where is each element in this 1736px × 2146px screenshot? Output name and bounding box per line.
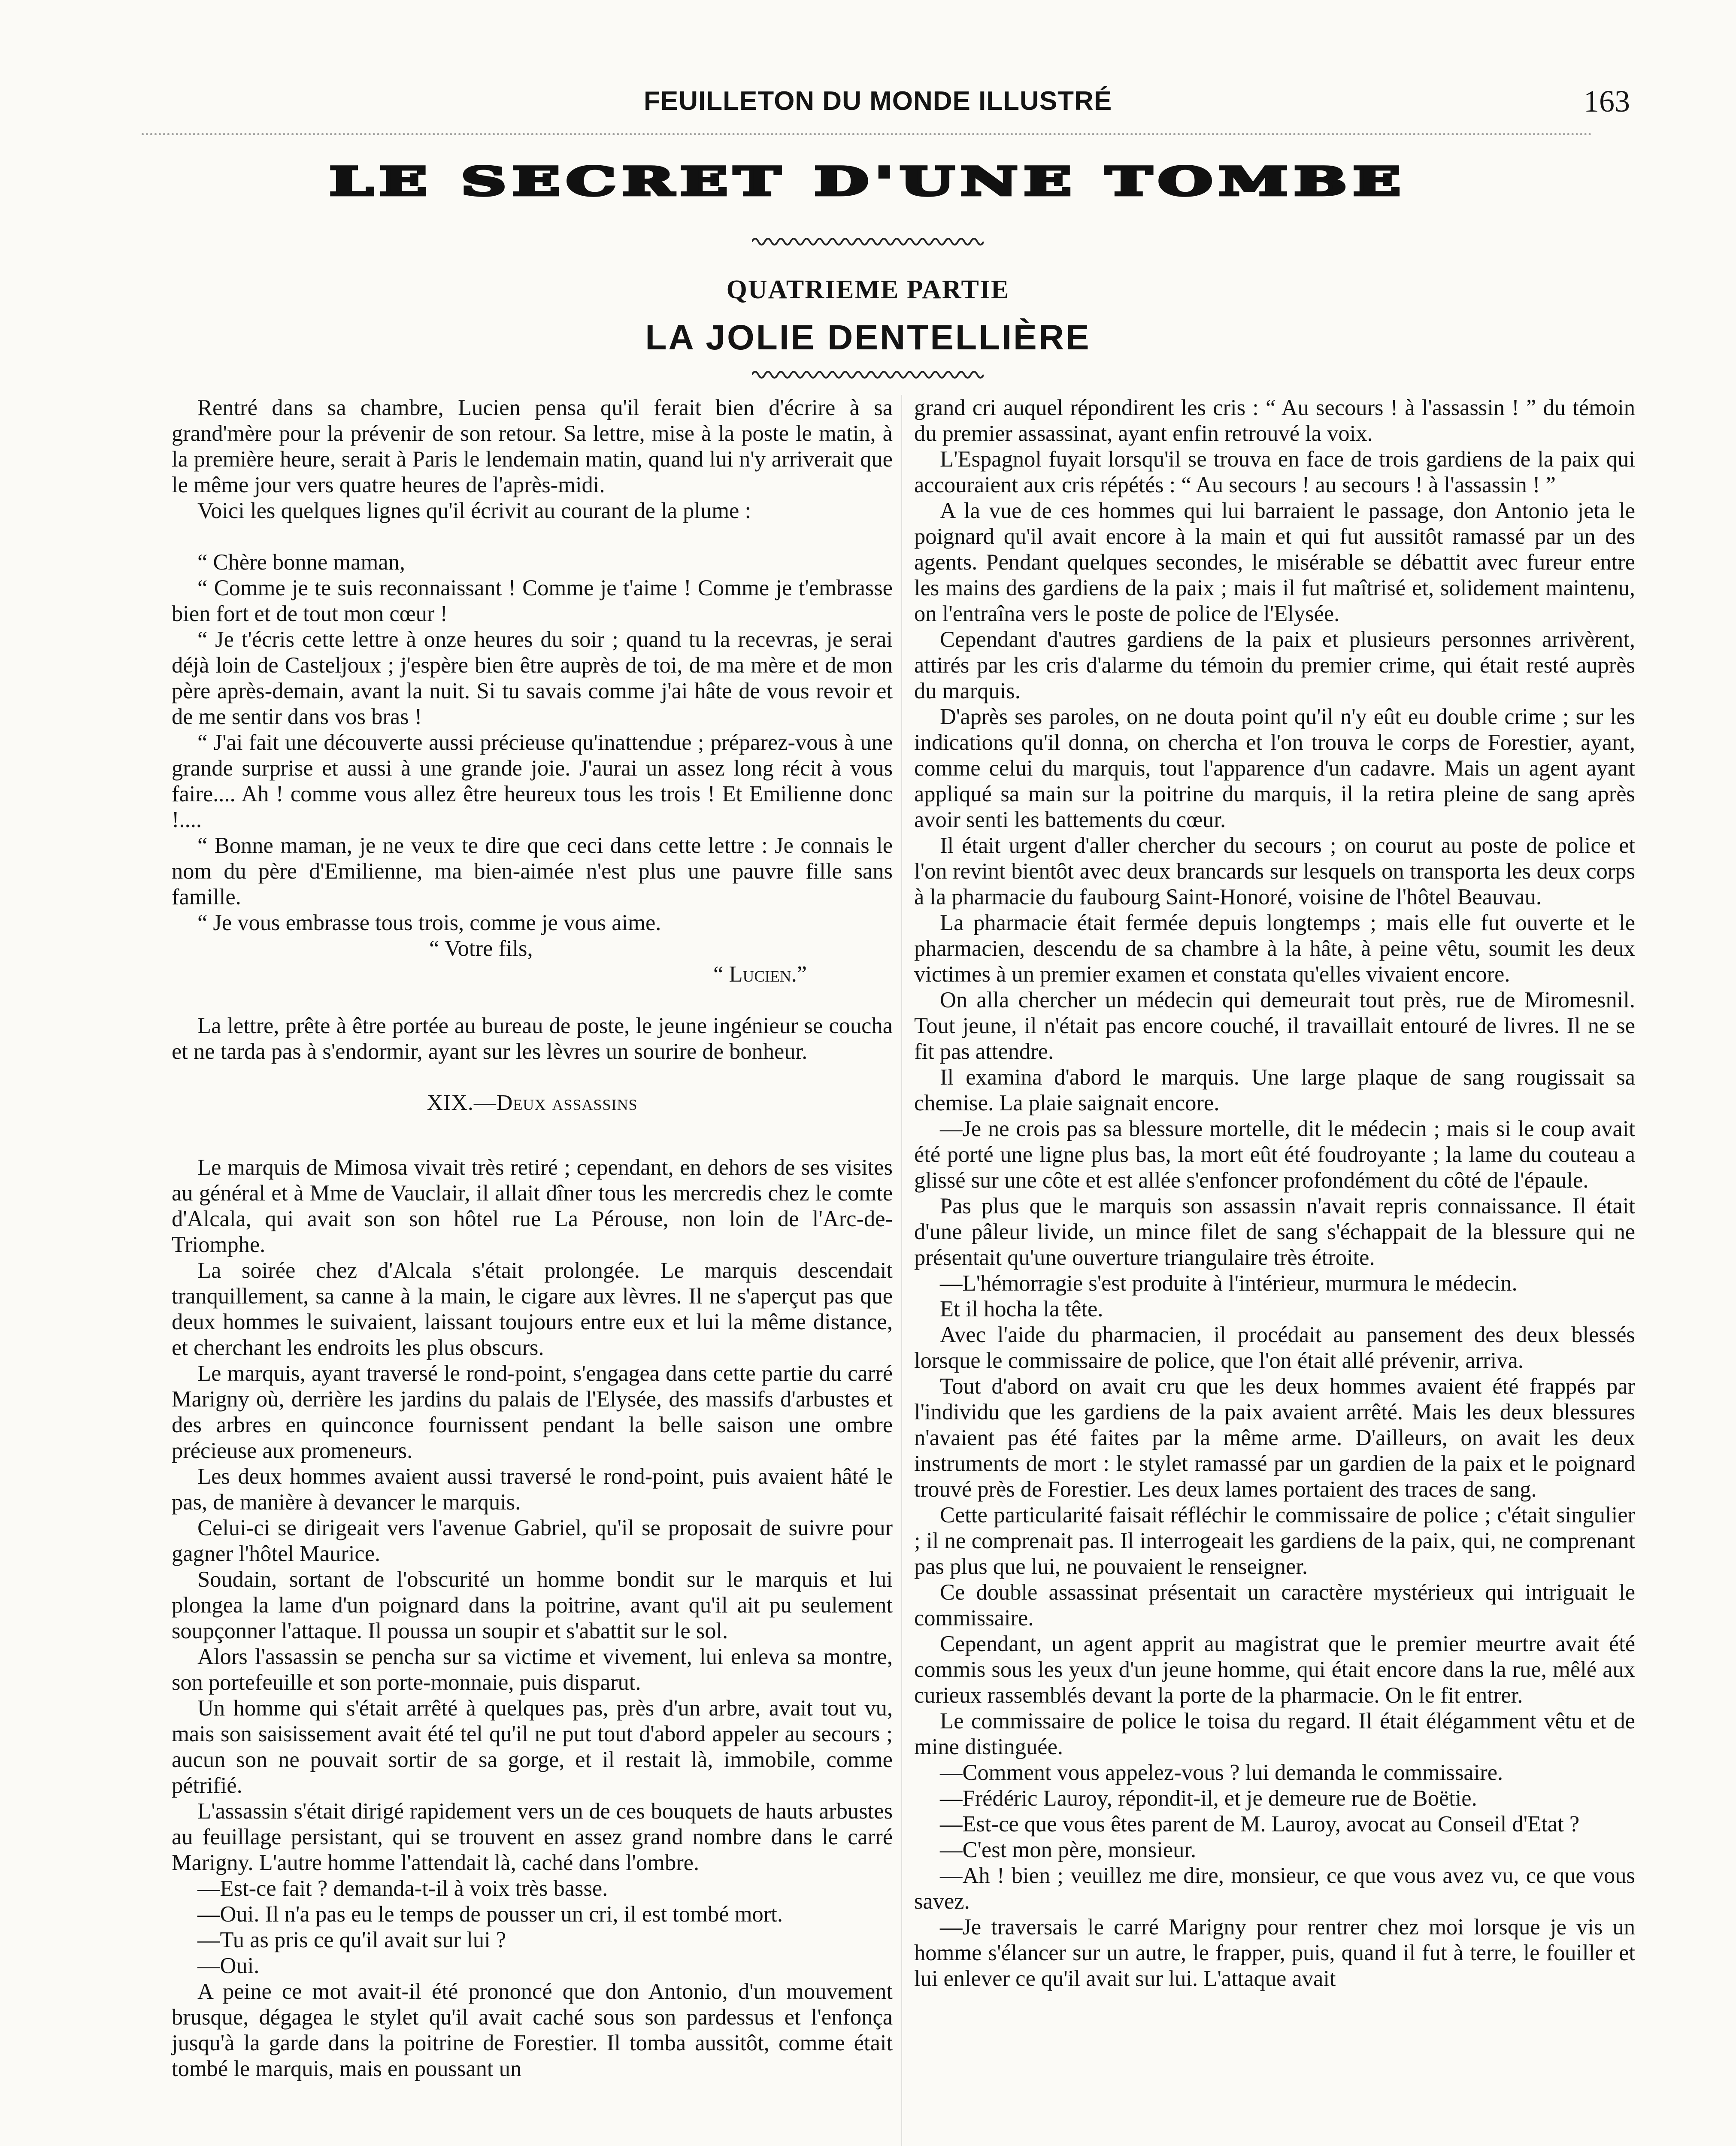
dialogue-line: —Est-ce fait ? demanda-t-il à voix très basse. xyxy=(197,1876,608,1901)
chapter-number: XIX.— xyxy=(427,1091,497,1115)
dialogue-line: —L'hémorragie s'est produite à l'intérieur, murmura le médecin. xyxy=(940,1271,1518,1296)
paragraph: D'après ses paroles, on ne douta point qu'il n'y eût eu double crime ; sur les indications qu'il donna, on chercha et l'on trouva le corps de Forestier, ayant, comme celui du marquis, tout l'apparence d'un cadavre. Mais un agent ayant appliqué sa main sur la poitrine du marquis, il la retira pleine de sang après avoir senti les battements du cœur. xyxy=(914,704,1635,832)
letter-line: “ Je t'écris cette lettre à onze heures du soir ; quand tu la recevras, je serai déjà loin de Casteljoux ; j'espère bien être auprès de toi, de ma mère et de mon père après-demain, avant la nuit. Si tu savais comme j'ai hâte de vous revoir et de me sentir dans vos bras ! xyxy=(172,627,893,729)
left-column xyxy=(172,395,893,2082)
dialogue-line: —Frédéric Lauroy, répondit-il, et je demeure rue de Boëtie. xyxy=(940,1786,1477,1811)
letter-line: “ Je vous embrasse tous trois, comme je vous aime. xyxy=(197,910,661,935)
paragraph: L'Espagnol fuyait lorsqu'il se trouva en face de trois gardiens de la paix qui accouraient aux cris répétés : “ Au secours ! au secours ! à l'assassin ! ” xyxy=(914,447,1635,497)
paragraph: Alors l'assassin se pencha sur sa victime et vivement, lui enleva sa montre, son portefeuille et son porte-monnaie, puis disparut. xyxy=(172,1644,893,1695)
letter-line: “ Comme je te suis reconnaissant ! Comme je t'aime ! Comme je t'embrasse bien fort et de tout mon cœur ! xyxy=(172,576,893,626)
running-title: FEUILLETON DU MONDE ILLUSTRÉ xyxy=(644,86,1112,116)
paragraph: Et il hocha la tête. xyxy=(940,1297,1103,1322)
paragraph: Le marquis de Mimosa vivait très retiré ; cependant, en dehors de ses visites au général et à Mme de Vauclair, il allait dîner tous les mercredis chez le comte d'Alcala, qui avait son son hôtel rue La Pérouse, non loin de l'Arc-de-Triomphe. xyxy=(172,1155,893,1257)
dialogue-line: —Comment vous appelez-vous ? lui demanda le commissaire. xyxy=(940,1760,1503,1785)
subtitle-heading: LA JOLIE DENTELLIÈRE xyxy=(645,318,1091,357)
ornament-wave-top xyxy=(752,234,984,249)
dialogue-line: —Oui. xyxy=(197,1953,260,1978)
paragraph: Il examina d'abord le marquis. Une large plaque de sang rougissait sa chemise. La plaie saignait encore. xyxy=(914,1065,1635,1115)
letter-signature: “ Lucien.” xyxy=(713,962,807,987)
paragraph: Ce double assassinat présentait un caractère mystérieux qui intriguait le commissaire. xyxy=(914,1580,1635,1631)
dialogue-line: —Je ne crois pas sa blessure mortelle, dit le médecin ; mais si le coup avait été porté une ligne plus bas, la mort eût été foudroyante ; la lame du couteau a glissé sur une côte et est allée s'enfoncer profondément du côté de l'épaule. xyxy=(914,1116,1635,1193)
paragraph: La lettre, prête à être portée au bureau de poste, le jeune ingénieur se coucha et ne tarda pas à s'endormir, ayant sur les lèvres un sourire de bonheur. xyxy=(172,1013,893,1064)
paragraph: Cependant, un agent apprit au magistrat que le premier meurtre avait été commis sous les yeux d'un jeune homme, qui était encore dans la rue, mêlé aux curieux rassemblés devant la porte de la pharmacie. On le fit entrer. xyxy=(914,1631,1635,1708)
part-heading: QUATRIEME PARTIE xyxy=(726,275,1010,304)
letter-line: “ Chère bonne maman, xyxy=(197,550,405,575)
paragraph: On alla chercher un médecin qui demeurait tout près, rue de Miromesnil. Tout jeune, il n'était pas encore couché, il travaillait entouré de livres. Il ne se fit pas attendre. xyxy=(914,988,1635,1064)
paragraph: Il était urgent d'aller chercher du secours ; on courut au poste de police et l'on revint bientôt avec deux brancards sur lesquels on transporta les deux corps à la pharmacie du faubourg Saint-Honoré, voisine de l'hôtel Beauvau. xyxy=(914,833,1635,909)
paragraph: Un homme qui s'était arrêté à quelques pas, près d'un arbre, avait tout vu, mais son saisissement avait été tel qu'il ne put tout d'abord appeler au secours ; aucun son ne pouvait sortir de sa gorge, et il restait là, immobile, comme pétrifié. xyxy=(172,1696,893,1798)
paragraph: Soudain, sortant de l'obscurité un homme bondit sur le marquis et lui plongea la lame d'un poignard dans la poitrine, avant qu'il ait pu seulement soupçonner l'attaque. Il poussa un soupir et s'abattit sur le sol. xyxy=(172,1567,893,1643)
paragraph: Avec l'aide du pharmacien, il procédait au pansement des deux blessés lorsque le commissaire de police, que l'on était allé prévenir, arriva. xyxy=(914,1322,1635,1373)
paragraph: L'assassin s'était dirigé rapidement vers un de ces bouquets de hauts arbustes au feuillage persistant, qui se trouvent en assez grand nombre dans le carré Marigny. L'autre homme l'attendait là, caché dans l'ombre. xyxy=(172,1799,893,1875)
paragraph: grand cri auquel répondirent les cris : “ Au secours ! à l'assassin ! ” du témoin du premier assassinat, ayant enfin retrouvé la voix. xyxy=(914,395,1635,446)
page-number: 163 xyxy=(1584,84,1630,118)
chapter-title: Deux assassins xyxy=(496,1091,638,1115)
letter-closing: “ Votre fils, xyxy=(429,936,533,961)
paragraph: A la vue de ces hommes qui lui barraient le passage, don Antonio jeta le poignard qu'il avait encore à la main et qui fut aussitôt ramassé par un des agents. Pendant quelques secondes, le misérable se débattit avec fureur entre les mains des gardiens de la paix ; mais il fut maîtrisé et, solidement maintenu, on l'entraîna vers le poste de police de l'Elysée. xyxy=(914,498,1635,626)
paragraph: La soirée chez d'Alcala s'était prolongée. Le marquis descendait tranquillement, sa canne à la main, le cigare aux lèvres. Il ne s'aperçut pas que deux hommes le suivaient, laissant toujours entre eux et lui la même distance, et cherchant les endroits les plus obscurs. xyxy=(172,1258,893,1360)
paragraph: A peine ce mot avait-il été prononcé que don Antonio, d'un mouvement brusque, dégagea le stylet qu'il avait caché sous son pardessus et l'enfonça jusqu'à la garde dans la poitrine de Forestier. Il tomba aussitôt, comme était tombé le marquis, mais en poussant un xyxy=(172,1979,893,2081)
paragraph: Les deux hommes avaient aussi traversé le rond-point, puis avaient hâté le pas, de manière à devancer le marquis. xyxy=(172,1464,893,1515)
paragraph: La pharmacie était fermée depuis longtemps ; mais elle fut ouverte et le pharmacien, descendu de sa chambre à la hâte, à peine vêtu, soumit les deux victimes à un premier examen et constata qu'elles vivaient encore. xyxy=(914,910,1635,987)
right-column xyxy=(914,395,1635,1991)
dialogue-line: —Est-ce que vous êtes parent de M. Lauroy, avocat au Conseil d'Etat ? xyxy=(940,1812,1580,1837)
letter-line: “ J'ai fait une découverte aussi précieuse qu'inattendue ; préparez-vous à une grande surprise et aussi à une grande joie. J'aurai un assez long récit à vous faire.... Ah ! comme vous allez être heureux tous les trois ! Et Emilienne donc !.... xyxy=(172,730,893,832)
paragraph: Cependant d'autres gardiens de la paix et plusieurs personnes arrivèrent, attirés par les cris d'alarme du témoin du premier crime, qui était resté auprès du marquis. xyxy=(914,627,1635,703)
paragraph: Le marquis, ayant traversé le rond-point, s'engagea dans cette partie du carré Marigny où, derrière les jardins du palais de l'Elysée, des massifs d'arbustes et des arbres en quinconce fournissent pendant la belle saison une ombre précieuse aux promeneurs. xyxy=(172,1361,893,1463)
paragraph: Le commissaire de police le toisa du regard. Il était élégamment vêtu et de mine distinguée. xyxy=(914,1709,1635,1759)
letter-line: “ Bonne maman, je ne veux te dire que ceci dans cette lettre : Je connais le nom du père d'Emilienne, ma bien-aimée n'est plus une pauvre fille sans famille. xyxy=(172,833,893,909)
paragraph: Cette particularité faisait réfléchir le commissaire de police ; c'était singulier ; il ne comprenait pas. Il interrogeait les gardiens de la paix, qui, ne comprenant pas plus que lui, ne pouvaient le renseigner. xyxy=(914,1503,1635,1579)
paragraph: Tout d'abord on avait cru que les deux hommes avaient été frappés par l'individu que les gardiens de la paix avaient arrêté. Mais les deux blessures n'avaient pas été faites par la même arme. D'ailleurs, on avait les deux instruments de mort : le stylet ramassé par un gardien de la paix et le poignard trouvé près de Forestier. Les deux lames portaient des traces de sang. xyxy=(914,1374,1635,1502)
dialogue-line: —C'est mon père, monsieur. xyxy=(940,1837,1197,1862)
paragraph: Rentré dans sa chambre, Lucien pensa qu'il ferait bien d'écrire à sa grand'mère pour la prévenir de son retour. Sa lettre, mise à la poste le matin, à la première heure, serait à Paris le lendemain matin, quand lui n'y arriverait que le même jour vers quatre heures de l'après-midi. xyxy=(172,395,893,497)
header-rule xyxy=(142,133,1592,141)
dialogue-line: —Ah ! bien ; veuillez me dire, monsieur, ce que vous avez vu, ce que vous savez. xyxy=(914,1863,1635,1914)
column-divider xyxy=(901,395,902,2146)
dialogue-line: —Je traversais le carré Marigny pour rentrer chez moi lorsque je vis un homme s'élancer sur un autre, le frapper, puis, quand il fut à terre, le fouiller et lui enlever ce qu'il avait sur lui. L'attaque avait xyxy=(914,1915,1635,1991)
ornament-wave-bottom xyxy=(752,367,984,382)
feuilleton-title: LE SECRET D'UNE TOMBE xyxy=(329,159,1407,205)
paragraph: Celui-ci se dirigeait vers l'avenue Gabriel, qu'il se proposait de suivre pour gagner l'hôtel Maurice. xyxy=(172,1516,893,1566)
dialogue-line: —Tu as pris ce qu'il avait sur lui ? xyxy=(197,1928,506,1952)
paragraph: Pas plus que le marquis son assassin n'avait repris connaissance. Il était d'une pâleur livide, un mince filet de sang s'échappait de la blessure qui ne présentait qu'une ouverture triangulaire très étroite. xyxy=(914,1194,1635,1270)
paragraph: Voici les quelques lignes qu'il écrivit au courant de la plume : xyxy=(197,498,751,523)
chapter-heading xyxy=(172,1090,893,1116)
dialogue-line: —Oui. Il n'a pas eu le temps de pousser un cri, il est tombé mort. xyxy=(197,1902,783,1927)
